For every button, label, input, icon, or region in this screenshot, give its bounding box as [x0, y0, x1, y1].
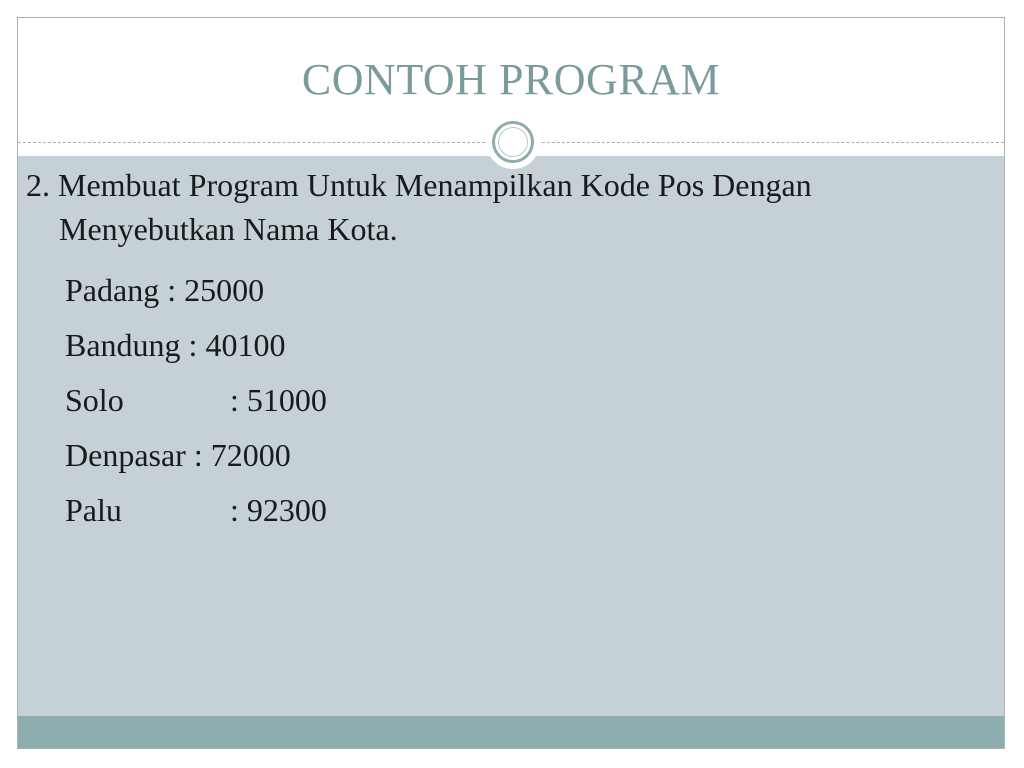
city-name: Denpasar [65, 437, 186, 473]
postal-code: 40100 [205, 327, 286, 363]
city-name: Padang [65, 272, 160, 308]
slide-body [26, 163, 966, 538]
separator: : [185, 437, 211, 473]
separator: : [180, 327, 206, 363]
postal-entry-palu [26, 483, 966, 538]
separator: : [230, 492, 247, 528]
postal-entry-solo [26, 373, 966, 428]
city-name: Bandung [65, 327, 181, 363]
city-name: Palu [65, 492, 122, 528]
city-name: Solo [65, 382, 124, 418]
postal-entry-bandung [26, 318, 966, 373]
circle-ring-ornament-icon [486, 115, 540, 169]
separator: : [159, 272, 185, 308]
footer-band [18, 716, 1004, 749]
postal-code: 72000 [210, 437, 291, 473]
postal-code: 25000 [184, 272, 265, 308]
postal-entry-denpasar [26, 428, 966, 483]
postal-code: 51000 [246, 382, 327, 418]
slide-title: CONTOH PROGRAM [301, 55, 721, 104]
program-heading: 2. Membuat Program Untuk Menampilkan Kode Pos Dengan Menyebutkan Nama Kota. [26, 167, 812, 247]
postal-code-list [26, 263, 966, 538]
postal-entry-padang [26, 263, 966, 318]
separator: : [230, 382, 247, 418]
postal-code: 92300 [246, 492, 327, 528]
